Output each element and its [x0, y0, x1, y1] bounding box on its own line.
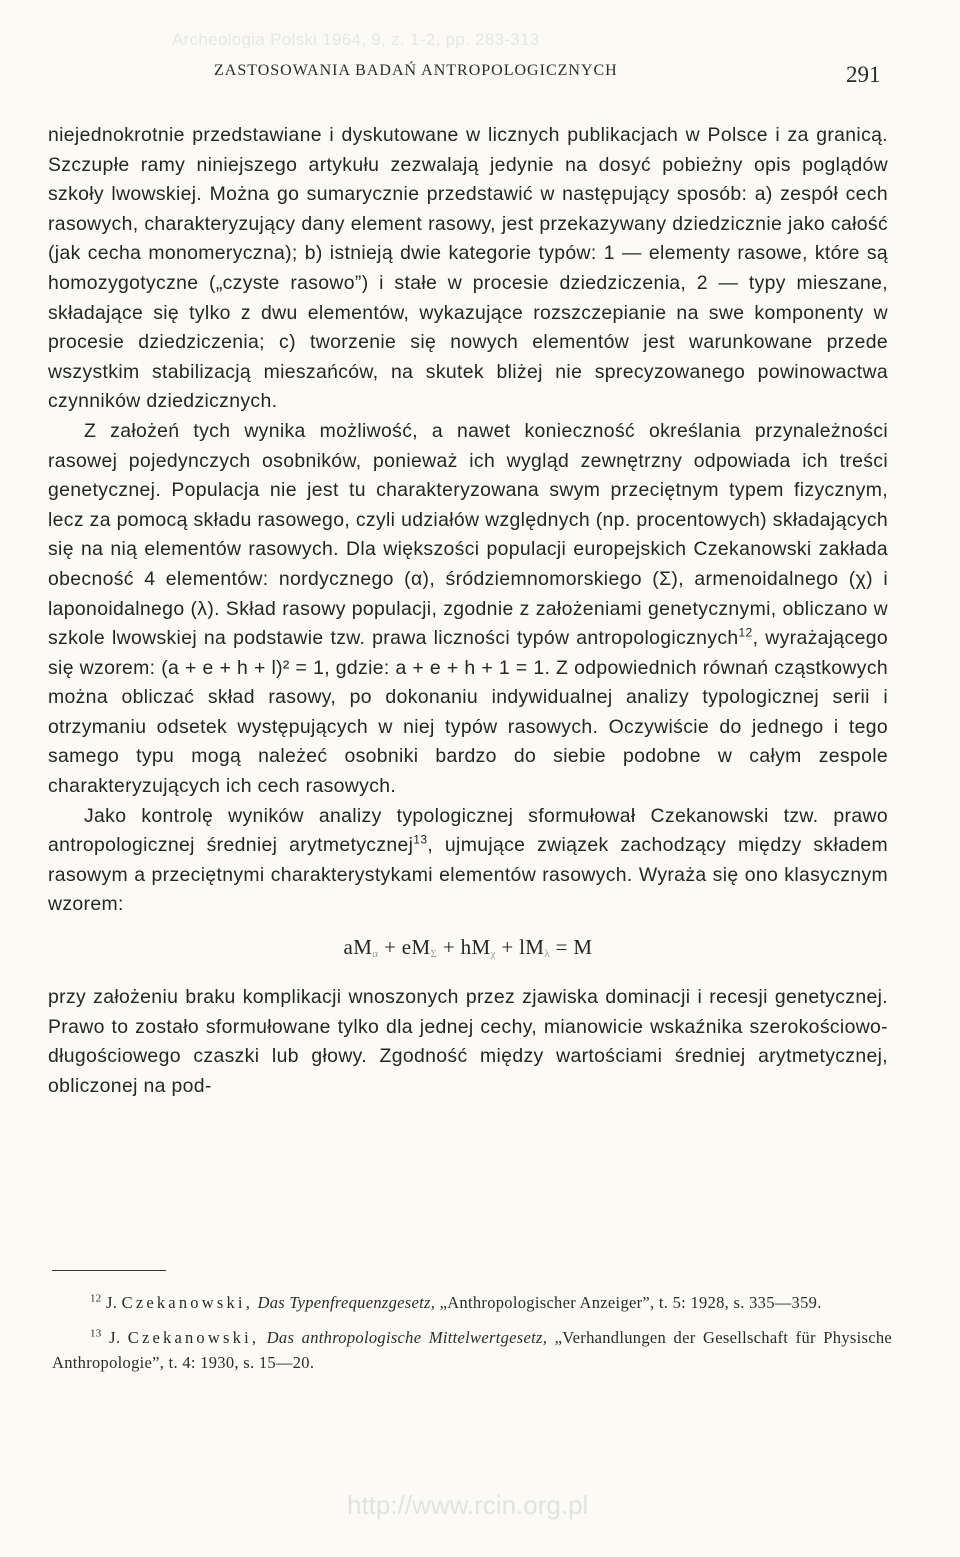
main-text	[48, 121, 888, 1101]
footnote-source: „Verhandlungen der Gesellschaft für Physische Anthropologie”, t. 4: 1930, s. 15—20.	[52, 1328, 892, 1372]
paragraph-1: niejednokrotnie przedstawiane i dyskutowane w licznych publikacjach w Polsce i za granicą. Szczupłe ramy niniejszego artykułu zezwalają jedynie na dosyć pobieżny opis poglądów szkoły lwowskiej. Można go sumarycznie przedstawić w następujący sposób: a) zespół cech rasowych, charakteryzujący dany element rasowy, jest przekazywany dziedzicznie jako całość (jak cecha monomeryczna); b) istnieją dwie kategorie typów: 1 — elementy rasowe, które są homozygotyczne („czyste rasowo”) i stałe w procesie dziedziczenia, 2 — typy mieszane, składające się tylko z dwu elementów, wykazujące rozszczepianie na swe komponenty w procesie dziedziczenia; c) tworzenie się nowych elementów jest warunkowane przede wszystkim stabilizacją mieszańców, na skutek bliżej nie sprecyzowanego powinowactwa czynników dziedzicznych.	[48, 124, 888, 413]
paragraph-3	[48, 802, 888, 920]
formula-term-1: aM	[343, 935, 373, 960]
footnote-ref-13: 13	[413, 832, 428, 847]
formula-sub-alpha: α	[372, 948, 379, 961]
paragraph-3-text-b: , ujmujące związek zachodzący między składem rasowym a przeciętnymi charakterystykami elementów rasowych. Wyraża się ono klasycznym wzorem:	[48, 834, 889, 916]
footnote-author: Czekanowski,	[127, 1328, 260, 1347]
paragraph-2-text-a: Z założeń tych wynika możliwość, a nawet konieczność określania przynależności rasowej pojedynczych osobników, ponieważ ich wygląd zewnętrzny odpowiada ich treści genetycznej. Populacja nie jest tu charakteryzowana swym przeciętnym typem fizycznym, lecz za pomocą składu rasowego, czyli udziałów względnych (np. procentowych) składających się na nią elementów rasowych. Dla większości populacji europejskich Czekanowski zakłada obecność 4 elementów: nordycznego (α), śródziemnomorskiego (Σ), armenoidalnego (χ) i laponoidalnego (λ). Skład rasowy populacji, zgodnie z założeniami genetycznymi, obliczano w szkole lwowskiej na podstawie tzw. prawa liczności typów antropologicznych	[48, 419, 888, 650]
formula-term-2: + eM	[378, 935, 431, 960]
formula-sub-sigma: Σ	[430, 948, 438, 961]
footnote-12	[52, 1290, 892, 1315]
paragraph-4: przy założeniu braku komplikacji wnoszonych przez zjawiska dominacji i recesji genetycznej. Prawo to zostało sformułowane tylko dla jednej cechy, mianowicie wskaźnika szerokościowo-długościowego czaszki lub głowy. Zgodność między wartościami średniej arytmetycznej, obliczonej na pod-	[48, 986, 888, 1097]
footnote-prefix: J.	[101, 1328, 128, 1347]
mean-formula	[48, 932, 888, 969]
formula-term-5: = M	[550, 935, 593, 960]
footnote-ref-12: 12	[738, 625, 753, 640]
formula-sub-lambda: λ	[544, 948, 551, 961]
footnote-title: Das anthropologische Mittelwertgesetz,	[259, 1328, 548, 1347]
footnote-author: Czekanowski,	[121, 1293, 254, 1312]
footnote-separator	[52, 1270, 166, 1271]
footnote-title: Das Typenfrequenzgesetz,	[253, 1293, 436, 1312]
paragraph-2	[48, 417, 888, 802]
formula-term-3: + hM	[437, 935, 491, 960]
footnote-prefix: J.	[101, 1293, 122, 1312]
footnote-13	[52, 1325, 892, 1375]
footnote-source: „Anthropologischer Anzeiger”, t. 5: 1928, s. 335—359.	[435, 1293, 822, 1312]
running-head: ZASTOSOWANIA BADAŃ ANTROPOLOGICZNYCH	[214, 62, 618, 79]
formula-sub-chi: χ	[490, 948, 496, 961]
paragraph-3-text-a: Jako kontrolę wyników analizy typologicznej sformułował Czekanowski tzw. prawo antropologicznej średniej arytmetycznej	[48, 804, 888, 857]
footnote-number: 12	[90, 1292, 102, 1305]
paragraph-2-text-b: , wyrażającego się wzorem: (a + e + h + l)² = 1, gdzie: a + e + h + 1 = 1. Z odpowiednich równań cząstkowych można obliczać skład rasowy, po dokonaniu indywidualnej analizy typologicznej serii i otrzymaniu odsetek występujących w niej typów rasowych. Oczywiście do jednego i tego samego typu mogą należeć osobniki bardzo do siebie podobne w całym zespole charakteryzujących ich cech rasowych.	[48, 627, 888, 798]
footnotes	[52, 1290, 892, 1385]
archive-watermark-url: http://www.rcin.org.pl	[347, 1490, 589, 1520]
footnote-number: 13	[90, 1327, 102, 1340]
formula-term-4: + lM	[495, 935, 545, 960]
page-number: 291	[846, 62, 881, 87]
archive-watermark-top: Archeologia Polski 1964, 9, z. 1-2, pp. 283-313	[172, 30, 540, 49]
